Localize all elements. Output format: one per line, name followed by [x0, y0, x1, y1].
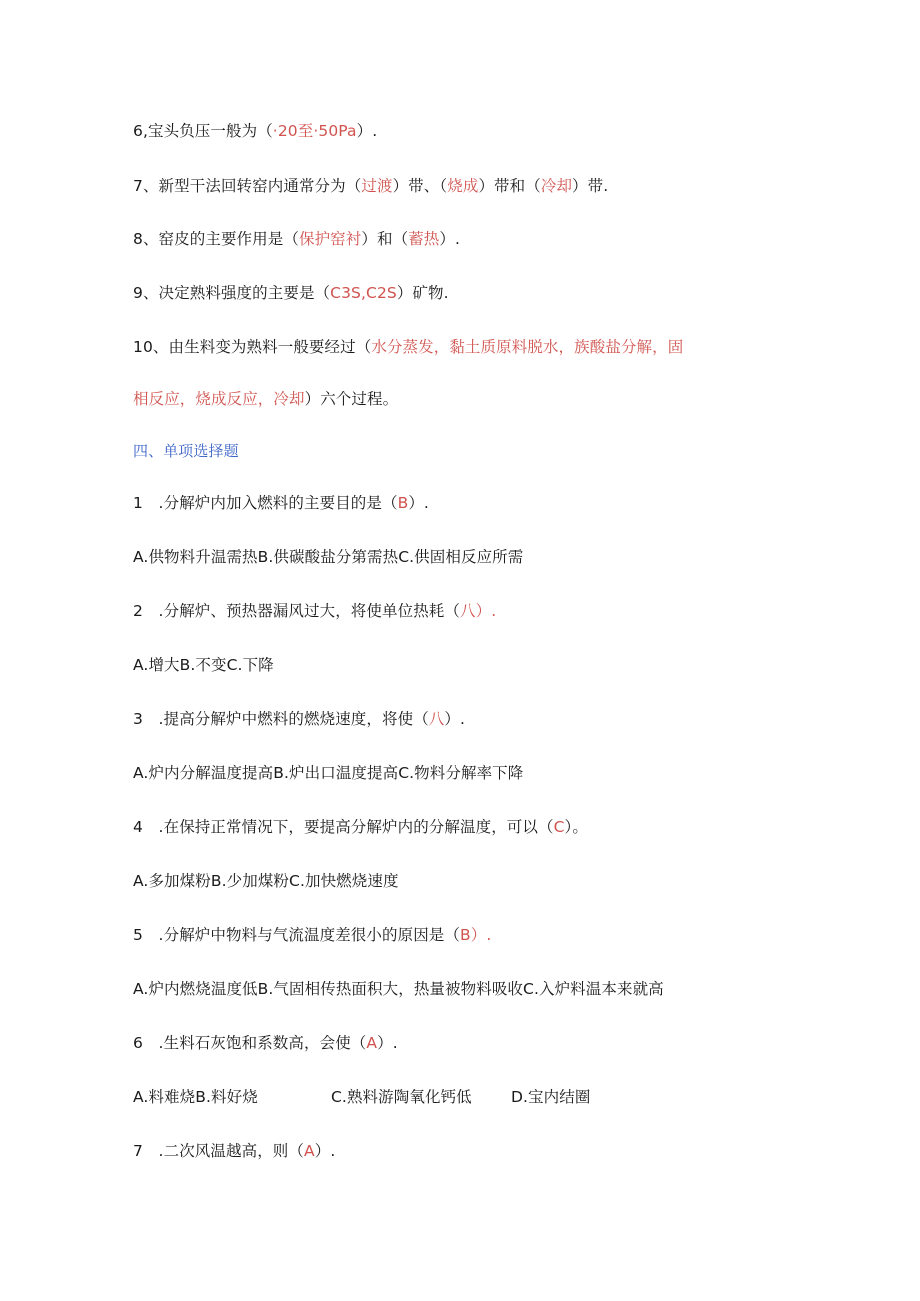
mcq-question-3 [133, 708, 465, 730]
question-text: ）. [470, 926, 492, 944]
question-text: 2 .分解炉、预热器漏风过大，将使单位热耗（ [133, 602, 460, 620]
answer-text: 冷却 [540, 177, 573, 195]
question-text: ）. [408, 494, 429, 512]
question-text: 9、决定熟料强度的主要是（ [133, 284, 331, 302]
answer-text: 烧成 [447, 177, 479, 195]
answer-text: 过渡 [361, 177, 393, 195]
question-text: 1 .分解炉内加入燃料的主要目的是（ [133, 494, 398, 512]
mcq-options-3: A.炉内分解温度提高B.炉出口温度提高C.物料分解率下降 [133, 764, 524, 782]
question-text: ）带、（ [392, 177, 448, 195]
mcq-question-5 [133, 924, 491, 946]
fill-question-6 [133, 120, 377, 142]
mcq-question-6 [133, 1032, 398, 1054]
question-text: 4 .在保持正常情况下，要提高分解炉内的分解温度，可以（ [133, 818, 554, 836]
mcq-options-1: A.供物料升温需热B.供碳酸盐分第需热C.供固相反应所需 [133, 548, 524, 566]
mcq-question-1 [133, 492, 429, 514]
mcq-question-2 [133, 600, 496, 622]
question-text: 3 .提高分解炉中燃料的燃烧速度，将使（ [133, 710, 429, 728]
mcq-options-2: A.增大B.不变C.下降 [133, 656, 274, 674]
mcq-options-4: A.多加煤粉B.少加煤粉C.加快燃烧速度 [133, 872, 399, 890]
mcq-question-7 [133, 1140, 335, 1162]
question-text: ）. [377, 1034, 398, 1052]
question-text: 6,宝头负压一般为（ [133, 122, 273, 140]
fill-question-8 [133, 228, 460, 250]
question-text: 5 .分解炉中物料与气流温度差很小的原因是（ [133, 926, 460, 944]
answer-text: 保护窑衬 [298, 230, 362, 248]
answer-text: 水分蒸发，黏土质原料脱水，族酸盐分解，固 [371, 338, 684, 356]
mcq-option-d-6: D.宝内结圈 [511, 1088, 591, 1106]
answer-text: A [366, 1034, 378, 1052]
answer-text: 八 [460, 602, 476, 620]
answer-text: C3S,C2S [330, 284, 397, 302]
question-text: 8、窑皮的主要作用是（ [133, 230, 299, 248]
question-text: 7 .二次风温越高，则（ [133, 1142, 304, 1160]
question-text: ）带和（ [478, 177, 541, 195]
question-text: ）. [444, 710, 466, 728]
answer-text: B [397, 494, 409, 512]
fill-question-9 [133, 282, 449, 304]
answer-text: 八 [428, 710, 445, 728]
answer-text: C [553, 818, 565, 836]
fill-question-10 [133, 336, 683, 358]
question-text: ）。 [564, 818, 588, 836]
question-text: ）. [475, 602, 497, 620]
question-text: ）. [439, 230, 461, 248]
question-text: 10、由生料变为熟料一般要经过（ [133, 338, 372, 356]
mcq-question-4 [133, 816, 588, 838]
question-text: ）. [314, 1142, 336, 1160]
section-heading: 四、单项选择题 [133, 442, 239, 460]
answer-text: 相反应，烧成反应，冷却 [133, 390, 305, 408]
answer-text: A [304, 1142, 315, 1160]
question-text: ）和（ [361, 230, 409, 248]
mcq-option-ab-6: A.料难烧B.料好烧 [133, 1088, 258, 1106]
answer-text: B [460, 926, 471, 944]
question-text: ）六个过程。 [304, 390, 399, 408]
question-text: ）矿物. [396, 284, 449, 302]
fill-question-10-continued [133, 388, 398, 410]
fill-question-7 [133, 175, 608, 197]
mcq-option-c-6: C.熟料游陶氧化钙低 [331, 1088, 472, 1106]
question-text: 6 .生料石灰饱和系数高，会使（ [133, 1034, 367, 1052]
question-text: ）带. [572, 177, 609, 195]
question-text: 7、新型干法回转窑内通常分为（ [133, 177, 362, 195]
question-text: ）. [356, 122, 378, 140]
mcq-options-5: A.炉内燃烧温度低B.气固相传热面积大，热量被物料吸收C.入炉料温本来就高 [133, 980, 664, 998]
answer-text: 蓄热 [408, 230, 440, 248]
answer-text: ·20至·50Pa [272, 122, 357, 140]
